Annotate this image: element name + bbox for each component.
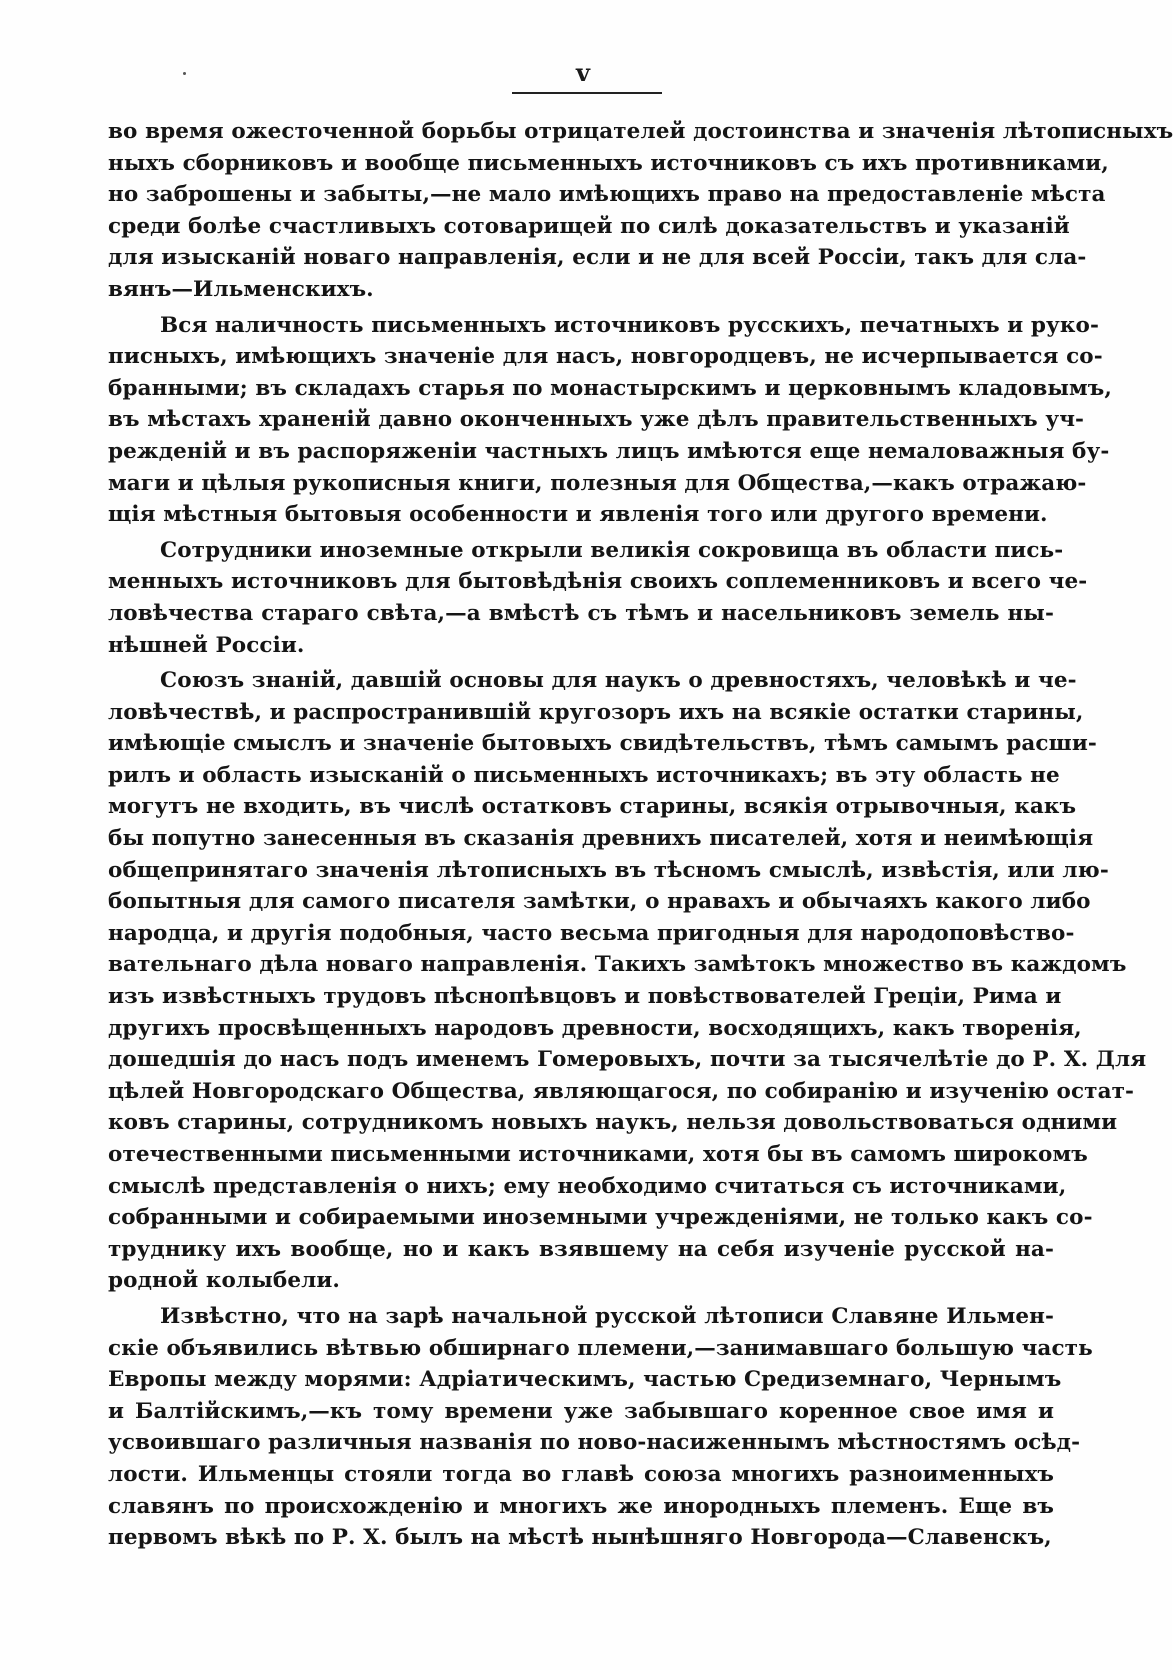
page-number: v xyxy=(576,58,590,87)
text-line: труднику ихъ вообще, но и какъ взявшему на себя изученіе русской на- xyxy=(108,1236,1054,1262)
text-line: рилъ и область изысканій о письменныхъ источникахъ; въ эту область не xyxy=(108,762,1060,788)
text-line: Европы между морями: Адріатическимъ, частью Средиземнаго, Чернымъ xyxy=(108,1367,1062,1393)
text-line: Извѣстно, что на зарѣ начальной русской лѣтописи Славяне Ильмен- xyxy=(160,1303,1054,1329)
text-line: скіе объявились вѣтвью обширнаго племени,—занимавшаго большую часть xyxy=(108,1335,1093,1361)
body-text xyxy=(108,116,1173,1554)
text-line: бы попутно занесенныя въ сказанія древнихъ писателей, хотя и неимѣющія xyxy=(108,826,1094,852)
text-line: вянъ—Ильменскихъ. xyxy=(108,276,374,302)
text-line: нѣшней Россіи. xyxy=(108,632,305,658)
text-line: могутъ не входить, въ числѣ остатковъ старины, всякія отрывочныя, какъ xyxy=(108,794,1077,820)
text-line: лости. Ильменцы стояли тогда во главѣ союза многихъ разноименныхъ xyxy=(108,1461,1054,1487)
text-line: дошедшія до насъ подъ именемъ Гомеровыхъ, почти за тысячелѣтіе до Р. Х. Для xyxy=(108,1047,1147,1073)
scan-speck xyxy=(183,72,186,75)
text-line: изъ извѣстныхъ трудовъ пѣснопѣвцовъ и повѣствователей Греціи, Рима и xyxy=(108,984,1062,1010)
text-line: смыслѣ представленія о нихъ; ему необходимо считаться съ источниками, xyxy=(108,1173,1067,1199)
text-line: щія мѣстныя бытовыя особенности и явленія того или другого времени. xyxy=(108,502,1048,528)
text-line: Сотрудники иноземные открыли великія сокровища въ области пись- xyxy=(160,537,1064,563)
text-line: цѣлей Новгородскаго Общества, являющагося, по собиранію и изученію остат- xyxy=(108,1078,1135,1104)
text-line: усвоившаго различныя названія по ново-насиженнымъ мѣстностямъ осѣд- xyxy=(108,1430,1081,1456)
text-line: бранными; въ складахъ старья по монастырскимъ и церковнымъ кладовымъ, xyxy=(108,375,1112,401)
text-line: имѣющіе смыслъ и значеніе бытовыхъ свидѣтельствъ, тѣмъ самымъ расши- xyxy=(108,731,1097,757)
paragraph xyxy=(108,116,1173,306)
text-line: общепринятаго значенія лѣтописныхъ въ тѣсномъ смыслѣ, извѣстія, или лю- xyxy=(108,857,1109,883)
text-line: ныхъ сборниковъ и вообще письменныхъ источниковъ съ ихъ противниками, xyxy=(108,150,1109,176)
text-line: режденій и въ распоряженіи частныхъ лицъ имѣются еще немаловажныя бу- xyxy=(108,438,1110,464)
text-line: Вся наличность письменныхъ источниковъ русскихъ, печатныхъ и руко- xyxy=(160,312,1099,338)
page-number-rule xyxy=(512,92,662,94)
text-line: первомъ вѣкѣ по Р. Х. былъ на мѣстѣ нынѣшняго Новгорода—Славенскъ, xyxy=(108,1525,1052,1551)
text-line: въ мѣстахъ храненій давно оконченныхъ уже дѣлъ правительственныхъ уч- xyxy=(108,407,1085,433)
text-line: во время ожесточенной борьбы отрицателей достоинства и значенія лѣтописныхъ xyxy=(108,119,1173,144)
text-line: собранными и собираемыми иноземными учрежденіями, не только какъ со- xyxy=(108,1205,1093,1231)
text-line: но заброшены и забыты,—не мало имѣющихъ право на предоставленіе мѣста xyxy=(108,182,1106,208)
text-line: ловѣчествѣ, и распространившій кругозоръ ихъ на всякіе остатки старины, xyxy=(108,699,1084,725)
text-line: ловѣчества стараго свѣта,—а вмѣстѣ съ тѣмъ и насельниковъ земель ны- xyxy=(108,600,1054,626)
paragraph xyxy=(108,310,1112,531)
text-line: славянъ по происхожденію и многихъ же инородныхъ племенъ. Еще въ xyxy=(108,1493,1054,1519)
text-line: родной колыбели. xyxy=(108,1268,341,1294)
text-line: Союзъ знаній, давшій основы для наукъ о древностяхъ, человѣкѣ и че- xyxy=(160,668,1077,694)
text-line: ковъ старины, сотрудникомъ новыхъ наукъ, нельзя довольствоваться одними xyxy=(108,1110,1118,1136)
text-line: писныхъ, имѣющихъ значеніе для насъ, новгородцевъ, не исчерпывается со- xyxy=(108,344,1103,370)
text-line: для изысканій новаго направленія, если и не для всей Россіи, такъ для сла- xyxy=(108,245,1087,271)
text-line: народца, и другія подобныя, часто весьма пригодныя для народоповѣство- xyxy=(108,920,1075,946)
text-line: менныхъ источниковъ для бытовѣдѣнія своихъ соплеменниковъ и всего че- xyxy=(108,569,1088,595)
paragraph xyxy=(108,535,1088,661)
paragraph xyxy=(108,665,1147,1297)
text-line: среди болѣе счастливыхъ сотоварищей по силѣ доказательствъ и указаній xyxy=(108,213,1070,239)
text-line: вательнаго дѣла новаго направленія. Такихъ замѣтокъ множество въ каждомъ xyxy=(108,952,1127,978)
text-line: бопытныя для самого писателя замѣтки, о нравахъ и обычаяхъ какого либо xyxy=(108,889,1091,915)
text-line: другихъ просвѣщенныхъ народовъ древности, восходящихъ, какъ творенія, xyxy=(108,1015,1082,1041)
text-line: маги и цѣлыя рукописныя книги, полезныя для Общества,—какъ отражаю- xyxy=(108,470,1087,496)
text-line: отечественными письменными источниками, хотя бы въ самомъ широкомъ xyxy=(108,1142,1088,1167)
paragraph xyxy=(108,1301,1093,1554)
text-line: и Балтійскимъ,—къ тому времени уже забывшаго коренное свое имя и xyxy=(108,1398,1054,1424)
